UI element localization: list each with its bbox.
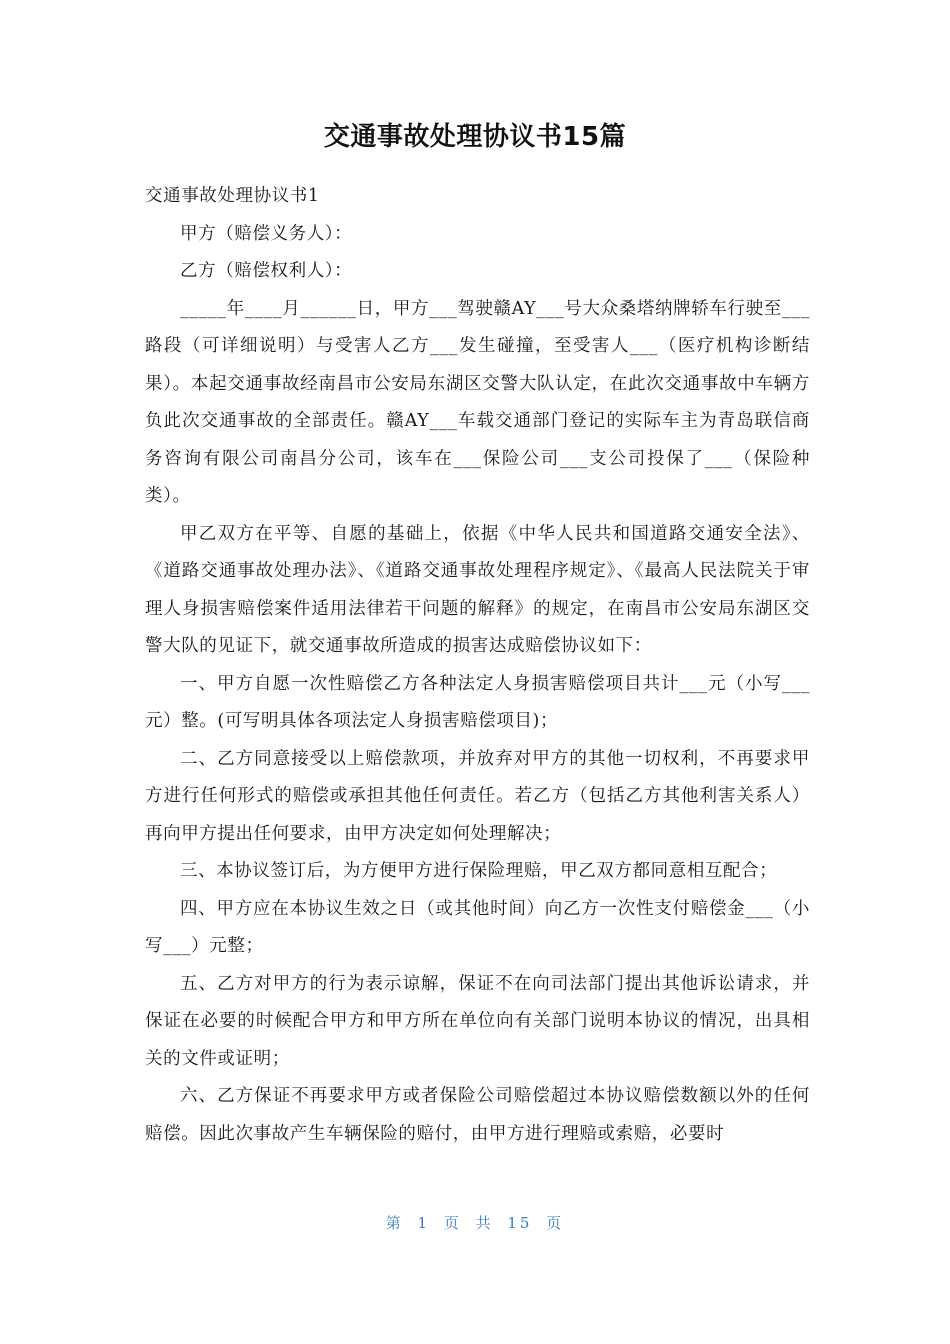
paragraph-accident-facts: _____年____月______日，甲方___驾驶赣AY___号大众桑塔纳牌轿车行驶至___路段（可详细说明）与受害人乙方___发生碰撞，至受害人___（医疗机构诊断结果）。本起交通事故经南昌市公安局东湖区交警大队认定，在此次交通事故中车辆方负此次交通事故的全部责任。赣AY___车载交通部门登记的实际车主为青岛联信商务咨询有限公司南昌分公司，该车在___保险公司___支公司投保了___（保险种类）。 bbox=[145, 298, 810, 506]
paragraph-clause-3: 三、本协议签订后，为方便甲方进行保险理赔，甲乙双方都同意相互配合； bbox=[180, 861, 778, 881]
document-body bbox=[145, 178, 810, 1153]
paragraph-clause-6: 六、乙方保证不再要求甲方或者保险公司赔偿超过本协议赔偿数额以外的任何赔偿。因此次事故产生车辆保险的赔付，由甲方进行理赔或索赔，必要时 bbox=[145, 1086, 810, 1144]
document-title: 交通事故处理协议书15篇 bbox=[323, 122, 627, 152]
page-number: 第 1 页 共 15 页 bbox=[385, 1214, 565, 1232]
paragraph-legal-basis: 甲乙双方在平等、自愿的基础上，依据《中华人民共和国道路交通安全法》、《道路交通事故处理办法》、《道路交通事故处理程序规定》、《最高人民法院关于审理人身损害赔偿案件适用法律若干问题的解释》的规定，在南昌市公安局东湖区交警大队的见证下，就交通事故所造成的损害达成赔偿协议如下： bbox=[145, 523, 810, 656]
paragraph-clause-5: 五、乙方对甲方的行为表示谅解，保证不在向司法部门提出其他诉讼请求，并保证在必要的时候配合甲方和甲方所在单位向有关部门说明本协议的情况，出具相关的文件或证明； bbox=[145, 973, 810, 1069]
paragraph-clause-1: 一、甲方自愿一次性赔偿乙方各种法定人身损害赔偿项目共计___元（小写___元）整。(可写明具体各项法定人身损害赔偿项目)； bbox=[145, 673, 810, 731]
paragraph-party-a: 甲方（赔偿义务人）： bbox=[180, 223, 353, 244]
paragraph-party-b: 乙方（赔偿权利人）： bbox=[180, 261, 353, 281]
paragraph-clause-2: 二、乙方同意接受以上赔偿款项，并放弃对甲方的其他一切权利，不再要求甲方进行任何形式的赔偿或承担其他任何责任。若乙方（包括乙方其他利害关系人）再向甲方提出任何要求，由甲方决定如何处理解决； bbox=[145, 748, 810, 844]
paragraph-heading: 交通事故处理协议书1 bbox=[145, 186, 320, 206]
paragraph-clause-4: 四、甲方应在本协议生效之日（或其他时间）向乙方一次性支付赔偿金___（小写___）元整； bbox=[145, 898, 810, 956]
